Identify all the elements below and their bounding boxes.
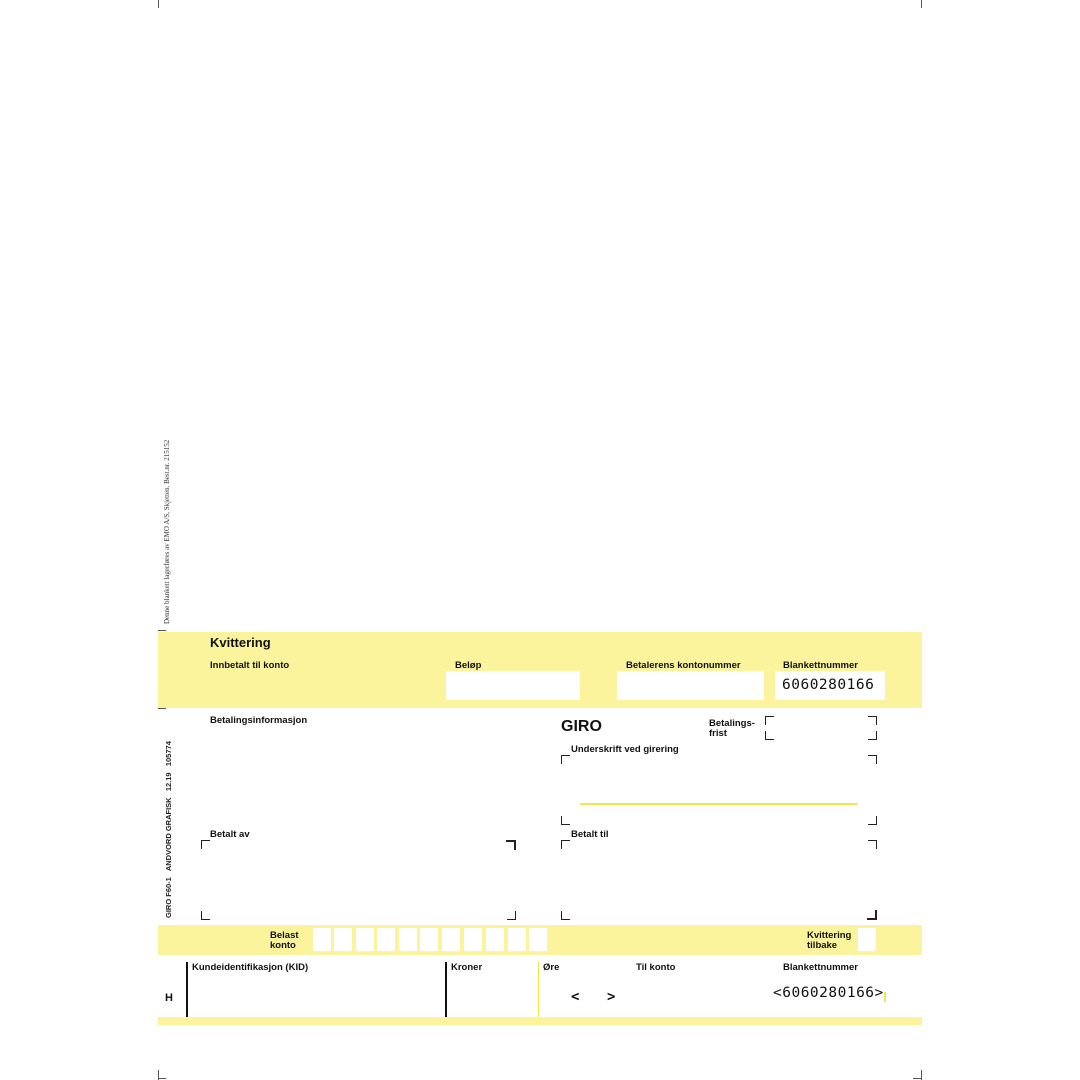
crop-mark-top-right (921, 0, 922, 8)
debit-digit-box[interactable] (377, 928, 395, 951)
receipt-title: Kvittering (210, 635, 271, 650)
receipt-return-label: Kvittering tilbake (807, 930, 852, 951)
debit-digit-box[interactable] (356, 928, 374, 951)
h-marker: H (165, 992, 173, 1004)
amount-field[interactable] (446, 671, 580, 700)
to-account-close-bracket: > (607, 989, 616, 1005)
signature-field[interactable] (561, 755, 877, 825)
due-date-label: Betalings- frist (709, 718, 755, 739)
deposit-account-label: Innbetalt til konto (210, 660, 290, 671)
kid-divider-left (186, 962, 188, 1017)
giro-title: GIRO (561, 718, 602, 735)
signature-line (580, 803, 858, 805)
debit-account-label: Belast konto (270, 930, 299, 951)
ocr-end-mark (884, 992, 886, 1002)
crop-mark-bottom-right-v (921, 1070, 922, 1080)
debit-digit-box[interactable] (420, 928, 438, 951)
payment-info-label: Betalingsinformasjon (210, 715, 308, 726)
kid-label: Kundeidentifikasjon (KID) (192, 962, 309, 973)
to-account-label: Til konto (636, 962, 676, 973)
payer-account-label: Betalerens kontonummer (626, 660, 741, 671)
due-date-field[interactable] (765, 716, 877, 740)
kroner-label: Kroner (451, 962, 483, 973)
printer-note: Denne blankett lagerføres av EMO A/S, Skjetten. Best.nr. 215152 (163, 439, 171, 624)
debit-digit-box[interactable] (464, 928, 482, 951)
debit-digit-box[interactable] (486, 928, 504, 951)
form-code: GIRO F60-1 ANDVORD GRAFISK 12.19 105774 (164, 741, 173, 918)
ore-label: Øre (543, 962, 560, 973)
debit-digit-box[interactable] (313, 928, 331, 951)
form-number-label: Blankettnummer (783, 660, 858, 671)
crop-mark-top-left (158, 0, 159, 8)
debit-digit-box[interactable] (529, 928, 547, 951)
form-number-value: 6060280166 (782, 677, 875, 693)
bottom-yellow-strip (158, 1017, 922, 1025)
paid-to-label: Betalt til (571, 829, 609, 840)
paid-to-field[interactable] (561, 840, 877, 920)
ore-divider (538, 962, 539, 1017)
amount-label: Beløp (455, 660, 482, 671)
signature-label: Underskrift ved girering (571, 744, 679, 755)
payer-account-field[interactable] (617, 671, 764, 700)
tick-mark-left-mid (158, 708, 166, 709)
debit-digit-box[interactable] (442, 928, 460, 951)
paid-by-label: Betalt av (210, 829, 250, 840)
to-account-open-bracket: < (571, 989, 580, 1005)
crop-mark-bottom-right-h (913, 1078, 921, 1079)
kroner-divider (445, 962, 447, 1017)
debit-digit-box[interactable] (399, 928, 417, 951)
tick-mark-left-top (158, 630, 166, 631)
paid-by-field[interactable] (201, 840, 516, 920)
crop-mark-bottom-left-h (158, 1078, 166, 1079)
debit-digit-box[interactable] (508, 928, 526, 951)
bottom-form-number-label: Blankettnummer (783, 962, 858, 973)
ocr-form-number: <6060280166> (773, 985, 884, 1001)
receipt-return-checkbox[interactable] (858, 928, 876, 951)
debit-digit-box[interactable] (334, 928, 352, 951)
